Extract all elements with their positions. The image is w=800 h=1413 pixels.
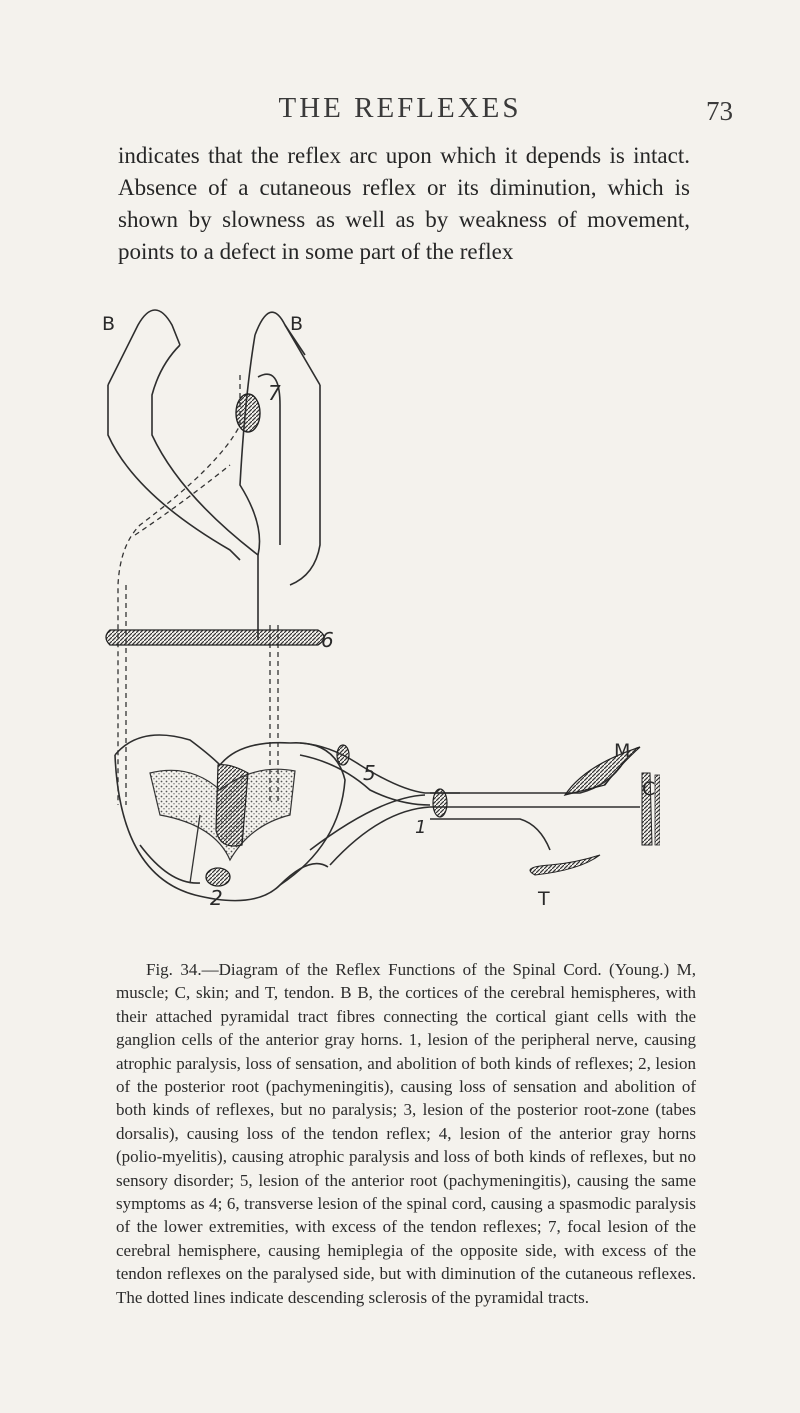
label-1: 1 bbox=[415, 817, 427, 838]
tendon-icon bbox=[530, 855, 600, 875]
lesion-4-icon bbox=[216, 765, 248, 846]
body-paragraph: indicates that the reflex arc upon which it depends is intact. Absence of a cutaneous reflex or its diminution, which is shown by slowness as well as by weakness of movement, points to a defect in some part of the reflex bbox=[118, 143, 690, 264]
lesion-5-icon bbox=[337, 745, 349, 765]
reflex-diagram bbox=[80, 285, 660, 955]
label-5: 5 bbox=[363, 761, 376, 785]
figure-caption bbox=[116, 958, 696, 1309]
label-t: T bbox=[538, 888, 550, 910]
lesion-1-icon bbox=[433, 789, 447, 817]
label-6: 6 bbox=[321, 628, 334, 652]
page-number: 73 bbox=[706, 96, 733, 126]
label-c: C bbox=[642, 778, 656, 800]
label-b-right: B bbox=[290, 313, 304, 335]
lesion-6-icon bbox=[106, 630, 324, 645]
label-7: 7 bbox=[268, 381, 281, 405]
hemisphere-outlines bbox=[108, 310, 320, 640]
label-m: M bbox=[614, 740, 631, 762]
lesion-2-icon bbox=[206, 868, 230, 886]
lesion-7-icon bbox=[236, 394, 260, 432]
label-2: 2 bbox=[210, 886, 223, 910]
skin-icon bbox=[655, 775, 660, 845]
label-b-left: B bbox=[102, 313, 116, 335]
pyramidal-tract-dotted bbox=[118, 375, 278, 805]
running-head: THE REFLEXES bbox=[278, 92, 522, 124]
caption-text: Fig. 34.—Diagram of the Reflex Functions of the Spinal Cord. (Young.) M, muscle; C, skin; and T, tendon. B B, the cortices of the cerebral hemispheres, with their attached pyramidal tract fibres connecting the cortical giant cells with the ganglion cells of the anterior gray horns. 1, lesion of the peripheral nerve, causing atrophic paralysis, loss of sensation, and abolition of both kinds of reflexes; 2, lesion of the posterior root (pachymeningitis), causing loss of sensation and abolition of both kinds of reflexes, but no paralysis; 3, lesion of the posterior root-zone (tabes dorsalis), causing loss of the tendon reflex; 4, lesion of the anterior gray horns (polio-myelitis), causing atrophic paralysis and loss of both kinds of reflexes, but no sensory disorder; 5, lesion of the anterior root (pachymeningitis), causing the same symptoms as 4; 6, transverse lesion of the spinal cord, causing a spasmodic paralysis of the lower extremities, with excess of the tendon reflexes; 7, focal lesion of the cerebral hemisphere, causing hemiplegia of the opposite side, with excess of the tendon reflexes on the paralysed side, but with diminution of the cutaneous reflexes. The dotted lines indicate descending sclerosis of the pyramidal tracts. bbox=[116, 960, 696, 1307]
